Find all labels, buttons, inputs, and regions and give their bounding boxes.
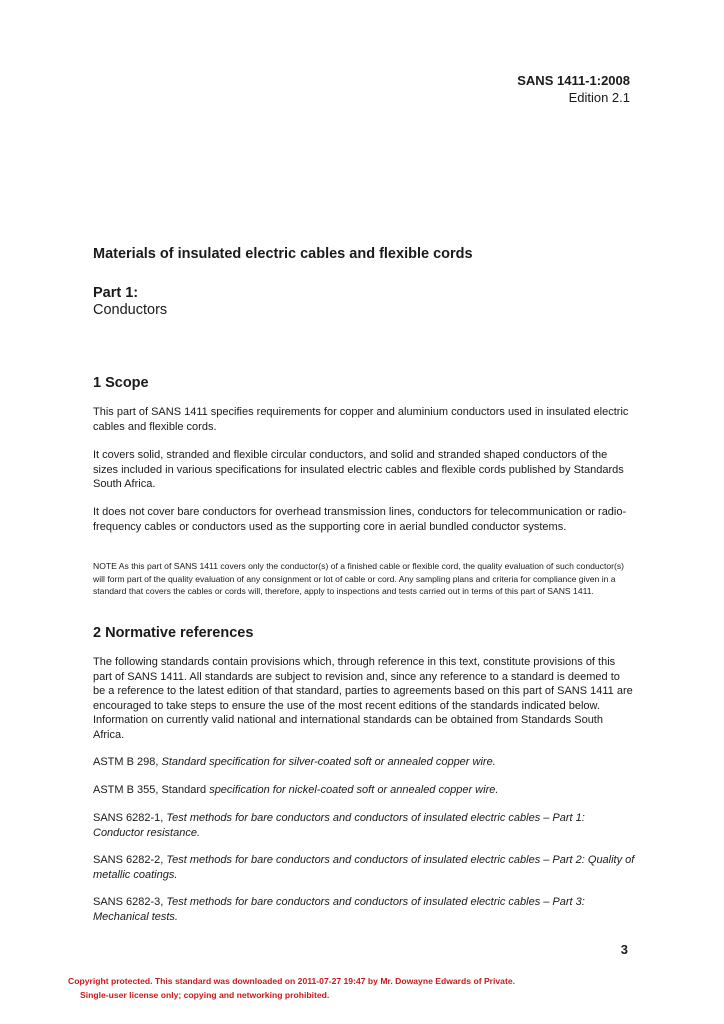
reference-title: specification for nickel-coated soft or annealed copper wire.: [209, 784, 499, 796]
reference-code: SANS 6282-2,: [93, 854, 164, 866]
standard-code: SANS 1411-1:2008: [517, 73, 630, 88]
part-number: Part 1:: [93, 285, 139, 301]
reference-item: [93, 853, 635, 882]
scope-paragraph: It covers solid, stranded and flexible circular conductors, and solid and stranded shaped conductors of the sizes included in various specifications for insulated electric cables and flexible cords published by Standards South Africa.: [93, 449, 624, 490]
reference-title: Standard specification for silver-coated soft or annealed copper wire.: [161, 756, 496, 768]
reference-item: [93, 895, 635, 924]
copyright-notice-line2: Single-user license only; copying and networking prohibited.: [80, 990, 330, 1000]
edition-label: Edition 2.1: [568, 90, 630, 105]
document-title: Materials of insulated electric cables and flexible cords: [93, 246, 473, 262]
reference-title: Test methods for bare conductors and conductors of insulated electric cables – Part 1: Conductor resistance.: [93, 812, 585, 839]
section-heading-normative-references: 2 Normative references: [93, 625, 254, 641]
copyright-notice-line1: Copyright protected. This standard was downloaded on 2011-07-27 19:47 by Mr. Dowayne Edwards of Private.: [68, 976, 515, 986]
scope-note: NOTE As this part of SANS 1411 covers only the conductor(s) of a finished cable or flexible cord, the quality evaluation of such conductor(s) will form part of the quality evaluation of any consignment or lot of cable or cord. Any sampling plans and criteria for compliance given in a standard that covers the cables or cords will, therefore, apply to inspections and tests carried out in terms of this part of SANS 1411.: [93, 561, 625, 597]
page-number: 3: [620, 942, 628, 957]
reference-title: Test methods for bare conductors and conductors of insulated electric cables – Part 2: Quality of metallic coatings.: [93, 854, 635, 881]
reference-code: ASTM B 298,: [93, 756, 159, 768]
scope-paragraph: It does not cover bare conductors for overhead transmission lines, conductors for telecommunication or radio-frequency cables or conductors used as the supporting core in aerial bundled conductor systems.: [93, 506, 627, 533]
reference-code: SANS 6282-3,: [93, 896, 164, 908]
reference-code: ASTM B 355, Standard: [93, 784, 207, 796]
reference-code: SANS 6282-1,: [93, 812, 164, 824]
reference-title: Test methods for bare conductors and conductors of insulated electric cables – Part 3: Mechanical tests.: [93, 896, 585, 923]
section-heading-scope: 1 Scope: [93, 375, 149, 391]
reference-item: [93, 783, 635, 798]
scope-paragraph: This part of SANS 1411 specifies requirements for copper and aluminium conductors used in insulated electric cables and flexible cords.: [93, 406, 629, 433]
references-intro: The following standards contain provisions which, through reference in this text, constitute provisions of this part of SANS 1411. All standards are subject to revision and, since any reference to a standard is deemed to be a reference to the latest edition of that standard, parties to agreements based on this part of SANS 1411 are encouraged to take steps to ensure the use of the most recent editions of the standards indicated below. Information on currently valid national and international standards can be obtained from Standards South Africa.: [93, 656, 633, 741]
part-name: Conductors: [93, 302, 168, 318]
reference-item: [93, 755, 635, 770]
reference-item: [93, 811, 635, 840]
